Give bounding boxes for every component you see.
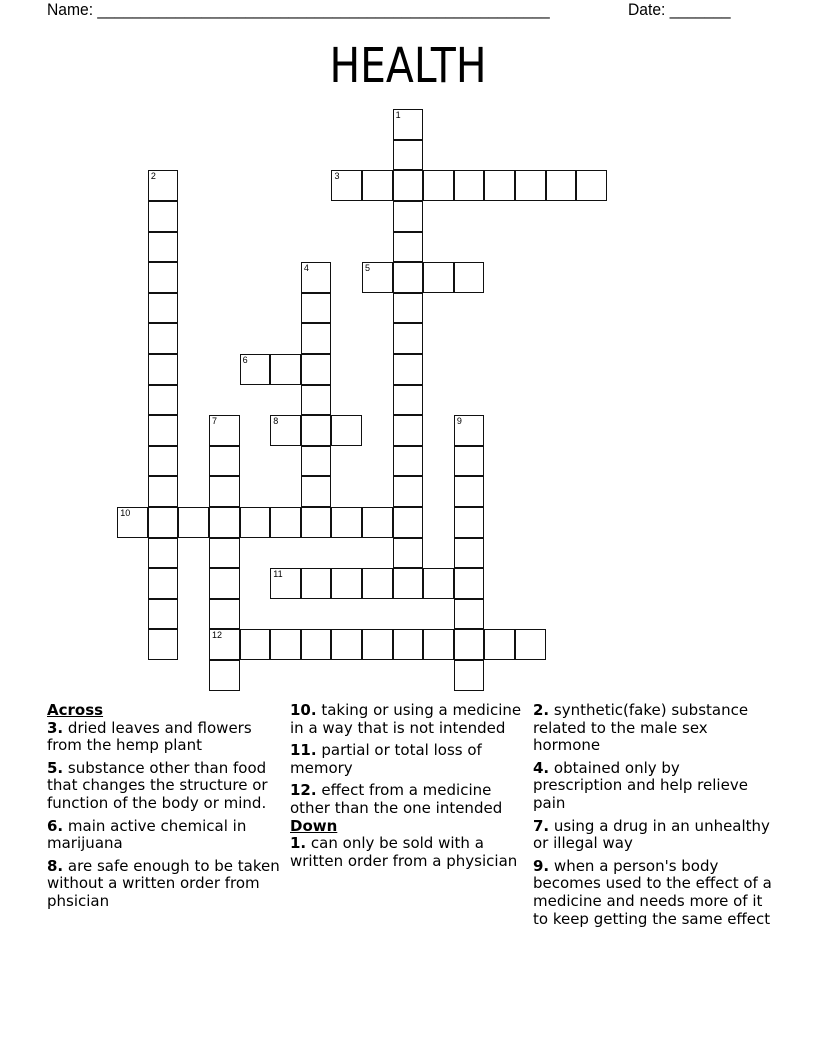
clue-number: 4. bbox=[533, 758, 550, 777]
grid-cell[interactable] bbox=[362, 507, 393, 538]
grid-cell[interactable] bbox=[454, 446, 485, 477]
clue-across-6 bbox=[47, 818, 287, 853]
clue-down-9 bbox=[533, 858, 773, 928]
grid-cell[interactable] bbox=[393, 232, 424, 263]
grid-cell[interactable] bbox=[454, 660, 485, 691]
grid-cell[interactable] bbox=[515, 629, 546, 660]
clue-down-4 bbox=[533, 760, 773, 813]
clues-column-1 bbox=[47, 702, 287, 916]
clue-number-label: 7 bbox=[212, 416, 218, 427]
clue-text: main active chemical in marijuana bbox=[47, 816, 247, 853]
grid-cell[interactable] bbox=[209, 660, 240, 691]
clues-column-3 bbox=[533, 702, 773, 933]
grid-cell[interactable] bbox=[148, 538, 179, 569]
grid-cell[interactable] bbox=[240, 507, 271, 538]
clue-text: partial or total loss of memory bbox=[290, 741, 482, 777]
clue-number: 2. bbox=[533, 701, 550, 719]
clue-number-label: 4 bbox=[303, 263, 309, 274]
clue-number: 11. bbox=[290, 741, 317, 760]
clue-across-11 bbox=[290, 742, 530, 777]
grid-cell[interactable] bbox=[454, 568, 485, 599]
clues-column-2 bbox=[290, 702, 530, 875]
grid-cell[interactable] bbox=[454, 599, 485, 630]
grid-cell[interactable] bbox=[393, 507, 424, 538]
name-line[interactable]: ____________________________________________________ bbox=[97, 0, 550, 19]
grid-cell[interactable] bbox=[270, 415, 301, 446]
grid-cell[interactable] bbox=[393, 446, 424, 477]
grid-cell[interactable] bbox=[393, 415, 424, 446]
grid-cell[interactable] bbox=[148, 507, 179, 538]
grid-cell[interactable] bbox=[393, 140, 424, 171]
grid-cell[interactable] bbox=[301, 415, 332, 446]
grid-cell[interactable] bbox=[301, 293, 332, 324]
clue-across-12 bbox=[290, 782, 530, 817]
clue-text: taking or using a medicine in a way that is not intended bbox=[290, 701, 522, 737]
clue-text: synthetic(fake) substance related to the male sex hormone bbox=[533, 701, 749, 755]
grid-cell[interactable] bbox=[301, 476, 332, 507]
grid-cell[interactable] bbox=[240, 354, 271, 385]
clue-number-label: 6 bbox=[242, 355, 248, 366]
grid-cell[interactable] bbox=[270, 354, 301, 385]
clue-text: dried leaves and flowers from the hemp plant bbox=[47, 718, 252, 755]
grid-cell[interactable] bbox=[362, 568, 393, 599]
clue-number-label: 2 bbox=[150, 171, 156, 182]
clue-text: when a person's body becomes used to the effect of a medicine and needs more of it to keep getting the same effect bbox=[533, 856, 772, 928]
grid-cell[interactable] bbox=[393, 262, 424, 293]
grid-cell[interactable] bbox=[148, 629, 179, 660]
grid-cell[interactable] bbox=[209, 599, 240, 630]
grid-cell[interactable] bbox=[393, 538, 424, 569]
grid-cell[interactable] bbox=[301, 385, 332, 416]
clue-text: using a drug in an unhealthy or illegal way bbox=[533, 816, 770, 853]
clue-number: 1. bbox=[290, 834, 307, 853]
clue-text: substance other than food that changes the structure or function of the body or mind. bbox=[47, 758, 268, 812]
grid-cell[interactable] bbox=[148, 323, 179, 354]
grid-cell[interactable] bbox=[454, 507, 485, 538]
grid-cell[interactable] bbox=[362, 170, 393, 201]
grid-cell[interactable] bbox=[393, 323, 424, 354]
grid-cell[interactable] bbox=[117, 507, 148, 538]
clue-across-10 bbox=[290, 702, 530, 737]
clue-number: 12. bbox=[290, 781, 317, 800]
grid-cell[interactable] bbox=[331, 507, 362, 538]
grid-cell[interactable] bbox=[270, 568, 301, 599]
clue-number-label: 9 bbox=[456, 416, 462, 427]
grid-cell[interactable] bbox=[301, 446, 332, 477]
grid-cell[interactable] bbox=[331, 170, 362, 201]
grid-cell[interactable] bbox=[393, 201, 424, 232]
clue-down-1 bbox=[290, 835, 530, 870]
grid-cell[interactable] bbox=[148, 599, 179, 630]
grid-cell[interactable] bbox=[546, 170, 577, 201]
grid-cell[interactable] bbox=[148, 476, 179, 507]
page-title: HEALTH bbox=[329, 38, 487, 94]
clue-text: obtained only by prescription and help relieve pain bbox=[533, 758, 748, 812]
grid-cell[interactable] bbox=[209, 629, 240, 660]
grid-cell[interactable] bbox=[393, 385, 424, 416]
clue-number-label: 11 bbox=[273, 569, 283, 580]
clue-number: 8. bbox=[47, 856, 64, 875]
clue-number-label: 8 bbox=[273, 416, 279, 427]
grid-cell[interactable] bbox=[454, 415, 485, 446]
grid-cell[interactable] bbox=[393, 293, 424, 324]
clue-number-label: 12 bbox=[212, 630, 223, 641]
grid-cell[interactable] bbox=[148, 446, 179, 477]
grid-cell[interactable] bbox=[331, 629, 362, 660]
across-heading: Across bbox=[47, 701, 104, 719]
grid-cell[interactable] bbox=[148, 262, 179, 293]
clue-number-label: 10 bbox=[120, 508, 131, 519]
grid-cell[interactable] bbox=[178, 507, 209, 538]
clue-number: 9. bbox=[533, 856, 550, 875]
name-field[interactable] bbox=[47, 0, 550, 20]
grid-cell[interactable] bbox=[148, 354, 179, 385]
clue-number: 7. bbox=[533, 816, 550, 835]
grid-cell[interactable] bbox=[148, 170, 179, 201]
grid-cell[interactable] bbox=[148, 201, 179, 232]
grid-cell[interactable] bbox=[515, 170, 546, 201]
grid-cell[interactable] bbox=[301, 629, 332, 660]
grid-cell[interactable] bbox=[301, 507, 332, 538]
grid-cell[interactable] bbox=[301, 354, 332, 385]
grid-cell[interactable] bbox=[209, 538, 240, 569]
grid-cell[interactable] bbox=[423, 568, 454, 599]
clue-across-8 bbox=[47, 858, 287, 911]
clue-number-label: 3 bbox=[334, 171, 340, 182]
clue-number-label: 1 bbox=[395, 110, 401, 121]
grid-cell[interactable] bbox=[240, 629, 271, 660]
grid-cell[interactable] bbox=[362, 262, 393, 293]
grid-cell[interactable] bbox=[148, 568, 179, 599]
grid-cell[interactable] bbox=[209, 446, 240, 477]
clue-down-7 bbox=[533, 818, 773, 853]
clue-text: effect from a medicine other than the one intended bbox=[290, 781, 503, 817]
grid-cell[interactable] bbox=[148, 293, 179, 324]
grid-cell[interactable] bbox=[393, 568, 424, 599]
grid-cell[interactable] bbox=[454, 476, 485, 507]
grid-cell[interactable] bbox=[393, 170, 424, 201]
grid-cell[interactable] bbox=[301, 323, 332, 354]
grid-cell[interactable] bbox=[393, 629, 424, 660]
grid-cell[interactable] bbox=[209, 568, 240, 599]
grid-cell[interactable] bbox=[454, 262, 485, 293]
clue-text: are safe enough to be taken without a written order from phsician bbox=[47, 856, 280, 910]
grid-cell[interactable] bbox=[423, 629, 454, 660]
grid-cell[interactable] bbox=[148, 232, 179, 263]
down-heading: Down bbox=[290, 816, 338, 835]
grid-cell[interactable] bbox=[270, 507, 301, 538]
clue-down-2 bbox=[533, 702, 773, 755]
grid-cell[interactable] bbox=[148, 415, 179, 446]
grid-cell[interactable] bbox=[301, 568, 332, 599]
grid-cell[interactable] bbox=[209, 415, 240, 446]
grid-cell[interactable] bbox=[484, 629, 515, 660]
grid-cell[interactable] bbox=[393, 354, 424, 385]
clue-number: 5. bbox=[47, 758, 64, 777]
grid-cell[interactable] bbox=[454, 538, 485, 569]
grid-cell[interactable] bbox=[148, 385, 179, 416]
grid-cell[interactable] bbox=[209, 476, 240, 507]
grid-cell[interactable] bbox=[454, 170, 485, 201]
grid-cell[interactable] bbox=[423, 170, 454, 201]
clue-number-label: 5 bbox=[365, 263, 371, 274]
grid-cell[interactable] bbox=[423, 262, 454, 293]
grid-cell[interactable] bbox=[331, 415, 362, 446]
name-label: Name: bbox=[47, 0, 98, 19]
clue-across-3 bbox=[47, 720, 287, 755]
grid-cell[interactable] bbox=[362, 629, 393, 660]
clue-number: 10. bbox=[290, 701, 317, 719]
date-field[interactable] bbox=[628, 0, 731, 20]
date-label: Date: bbox=[628, 0, 670, 19]
grid-cell[interactable] bbox=[270, 629, 301, 660]
grid-cell[interactable] bbox=[393, 109, 424, 140]
clue-text: can only be sold with a written order from a physician bbox=[290, 834, 518, 870]
grid-cell[interactable] bbox=[331, 568, 362, 599]
grid-cell[interactable] bbox=[454, 629, 485, 660]
grid-cell[interactable] bbox=[393, 476, 424, 507]
clue-across-5 bbox=[47, 760, 287, 813]
grid-cell[interactable] bbox=[576, 170, 607, 201]
grid-cell[interactable] bbox=[301, 262, 332, 293]
date-line[interactable]: _______ bbox=[669, 0, 731, 19]
clue-number: 3. bbox=[47, 718, 64, 737]
grid-cell[interactable] bbox=[484, 170, 515, 201]
grid-cell[interactable] bbox=[209, 507, 240, 538]
clue-number: 6. bbox=[47, 816, 64, 835]
